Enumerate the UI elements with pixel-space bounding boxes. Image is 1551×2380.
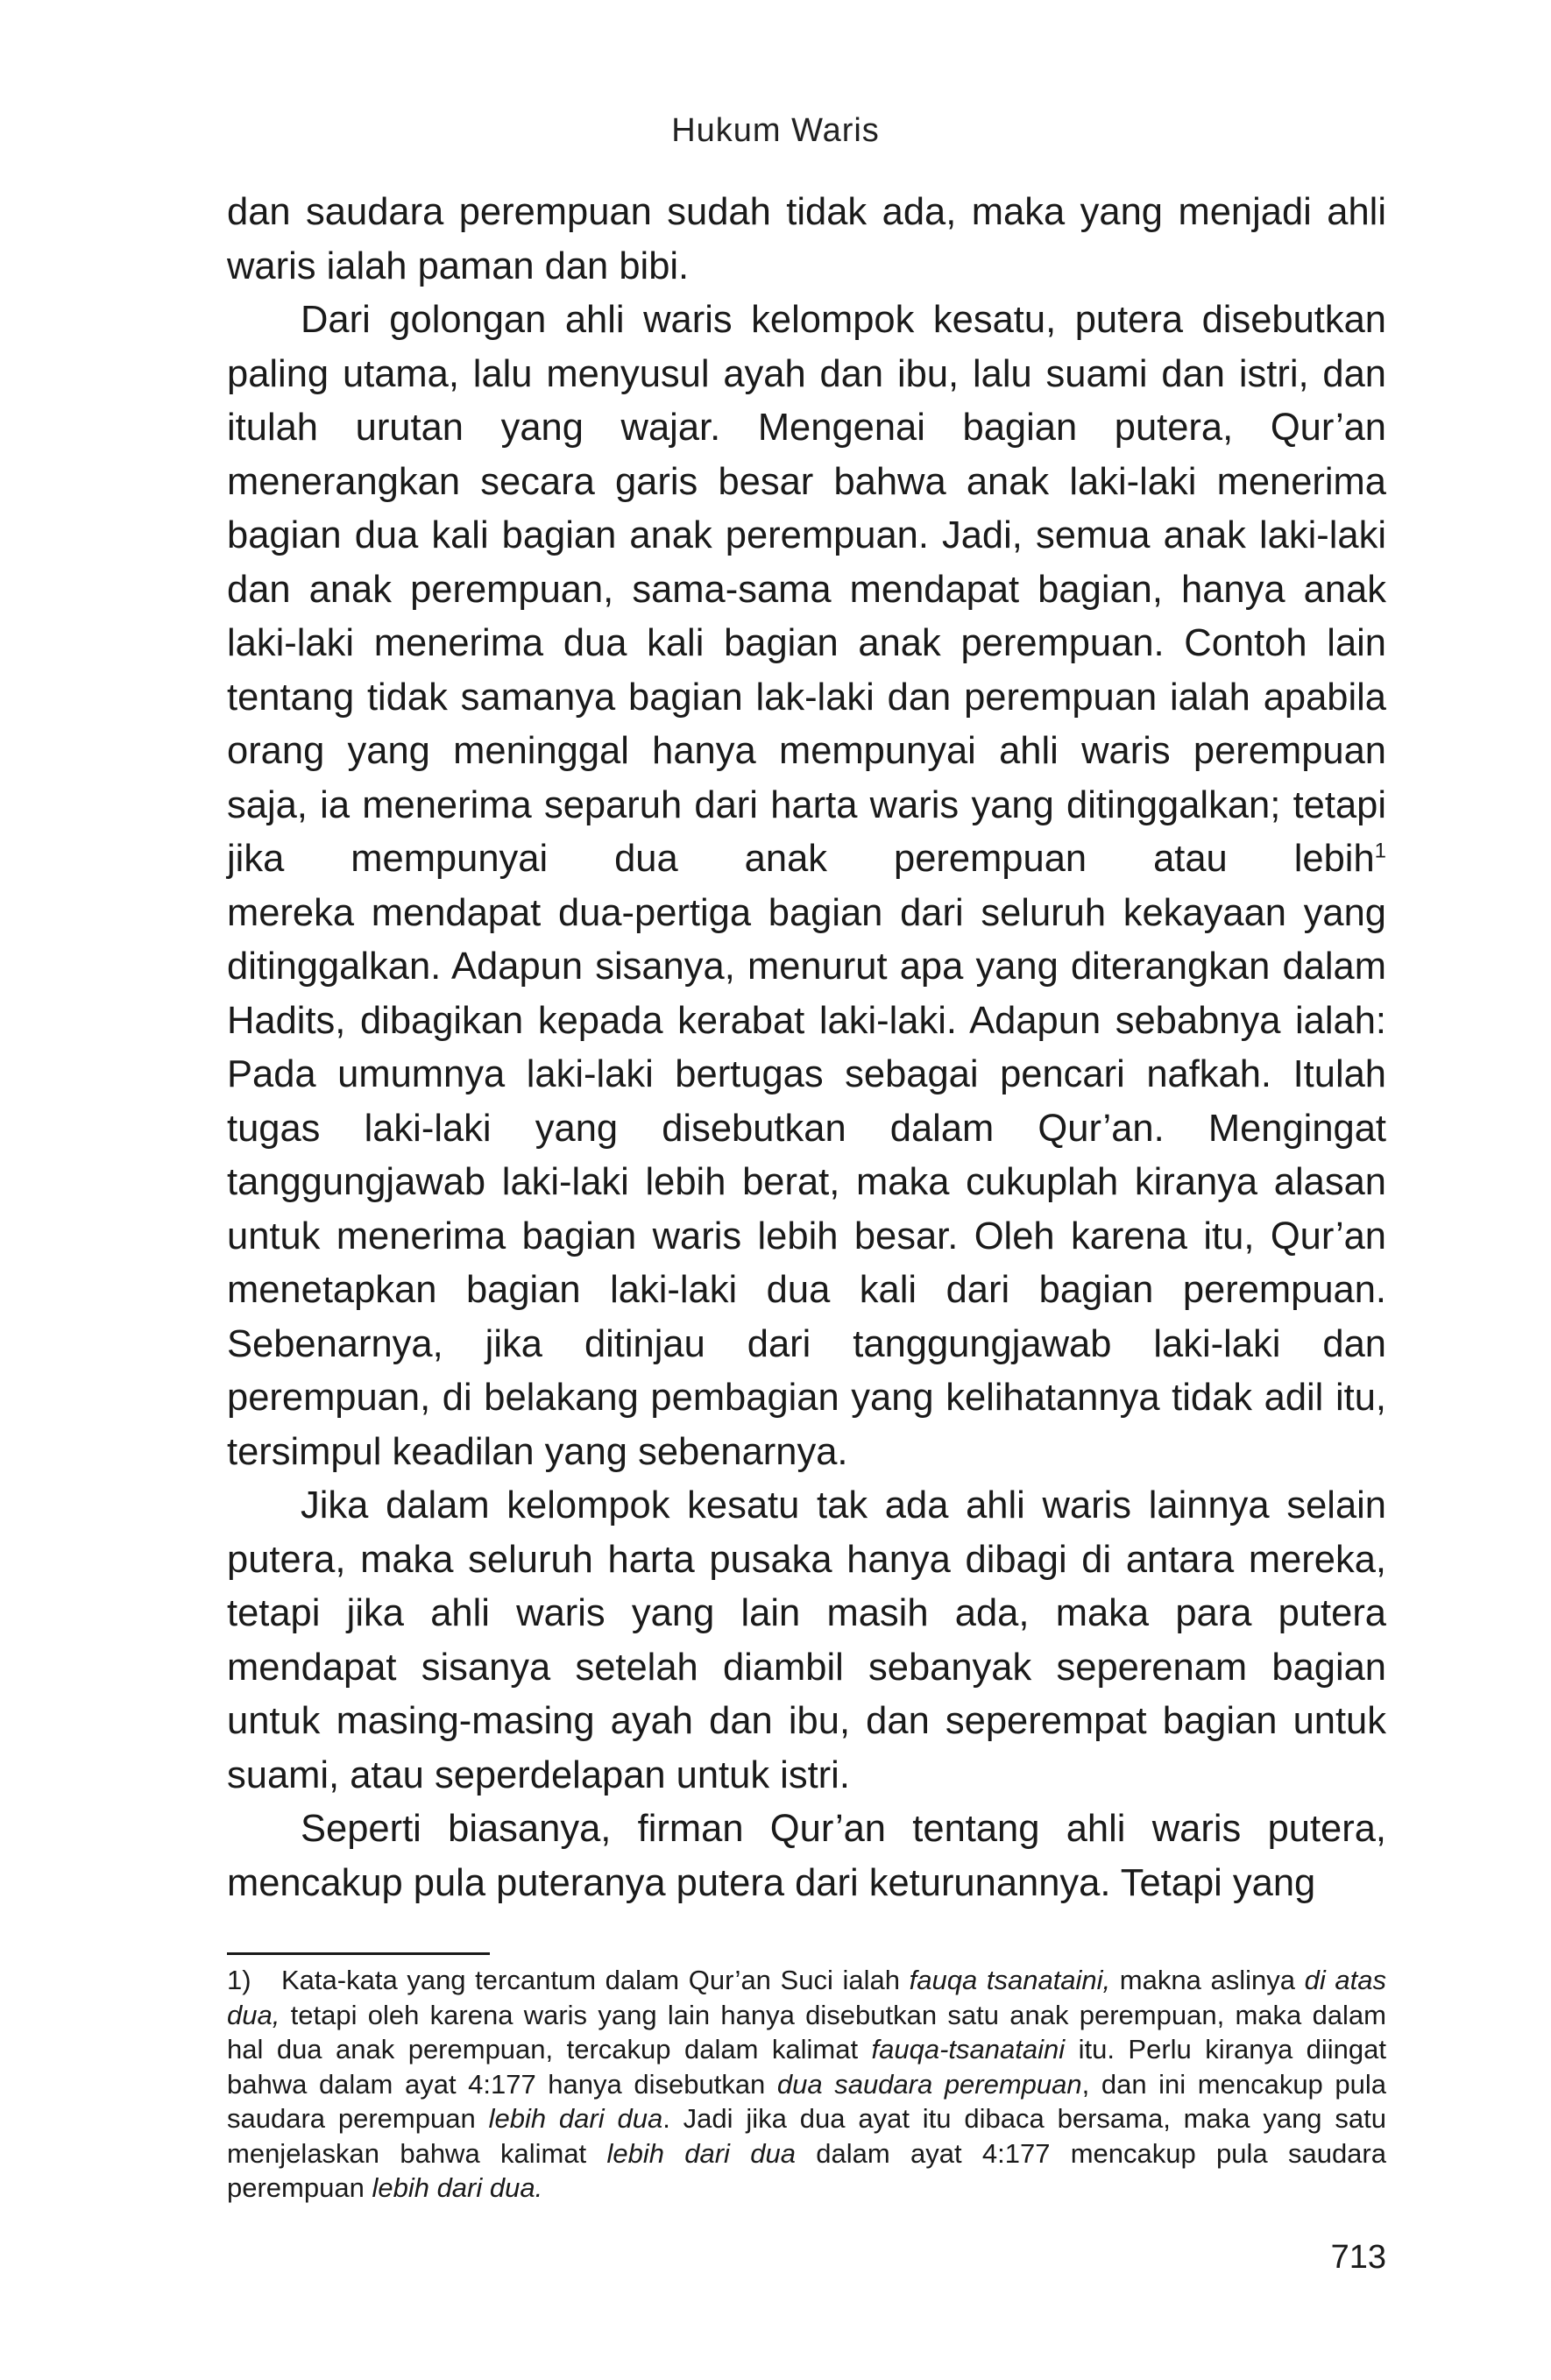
footnote-term-emphasis: lebih dari dua: [488, 2103, 663, 2134]
footnote-text: , dan ini mencakup pula saudara perempuan: [227, 2068, 1386, 2134]
footnote-text: dalam ayat 4:177 mencakup pula saudara perempuan: [227, 2137, 1386, 2203]
footnote-term-emphasis: dua saudara perempuan: [776, 2068, 1082, 2100]
footnote-term-emphasis: lebih dari dua: [606, 2137, 796, 2169]
footnote-term-arabic: fauqa-tsanataini: [871, 2034, 1066, 2065]
page-number: 713: [1330, 2239, 1386, 2276]
paragraph-inheritance-order-continued: mereka mendapat dua-pertiga bagian dari seluruh kekayaan yang ditinggalkan. Adapun sisanya, menurut apa yang diterangkan dalam Hadits, dibagikan kepada kerabat laki-laki. Adapun sebabnya ialah: Pada umumnya laki-laki bertugas sebagai pencari nafkah. Itulah tugas laki-laki yang disebutkan dalam Qur’an. Mengingat tanggungjawab laki-laki lebih berat, maka cukuplah kiranya alasan untuk menerima bagian waris lebih besar. Oleh karena itu, Qur’an menetapkan bagian laki-laki dua kali dari bagian perempuan. Sebenarnya, jika ditinjau dari tanggungjawab laki-laki dan perempuan, di belakang pembagian yang kelihatannya tidak adil itu, tersimpul keadilan yang sebenarnya.: [227, 891, 1386, 1473]
paragraph-continued: dan saudara perempuan sudah tidak ada, maka yang menjadi ahli waris ialah paman dan bibi.: [227, 191, 1386, 287]
footnote-section: [227, 1963, 1386, 2206]
footnote-term-emphasis: lebih dari dua.: [372, 2172, 543, 2203]
footnote-reference[interactable]: 1: [1374, 839, 1386, 863]
paragraph-text: Dari golongan ahli waris kelompok kesatu, putera disebutkan paling utama, lalu menyusul ayah dan ibu, lalu suami dan istri, dan itulah urutan yang wajar. Mengenai bagian putera, Qur’an menerangkan secara garis besar bahwa anak laki-laki menerima bagian dua kali bagian anak perempuan. Jadi, semua anak laki-laki dan anak perempuan, sama-sama mendapat bagian, hanya anak laki-laki menerima dua kali bagian anak perempuan. Contoh lain tentang tidak samanya bagian lak-laki dan perempuan ialah apabila orang yang meninggal hanya mempunyai ahli waris perempuan saja, ia menerima separuh dari harta waris yang ditinggalkan; tetapi jika mempunyai dua anak perempuan atau lebih: [227, 299, 1386, 880]
footnote-term-arabic: fauqa tsanataini,: [909, 1965, 1111, 1995]
footnote-text: tetapi oleh karena waris yang lain hanya disebutkan satu anak perempuan, maka dalam hal dua anak perempuan, tercakup dalam kalimat: [227, 1999, 1386, 2065]
footnote-text: Kata-kata yang tercantum dalam Qur’an Suci ialah: [281, 1965, 910, 1995]
paragraph-grandsons: Seperti biasanya, firman Qur’an tentang ahli waris putera, mencakup pula puteranya putera dari keturunannya. Tetapi yang: [227, 1808, 1386, 1904]
footnote-item: [227, 1963, 1386, 2206]
main-body-text: [227, 186, 1386, 1910]
footnote-separator: [227, 1952, 490, 1955]
paragraph-first-group: Jika dalam kelompok kesatu tak ada ahli waris lainnya selain putera, maka seluruh harta pusaka hanya dibagi di antara mereka, tetapi jika ahli waris yang lain masih ada, maka para putera mendapat sisanya setelah diambil sebanyak seperenam bagian untuk masing-masing ayah dan ibu, dan seperempat bagian untuk suami, atau seperdelapan untuk istri.: [227, 1484, 1386, 1796]
footnote-text: itu. Perlu kiranya diingat bahwa dalam ayat 4:177 hanya disebutkan: [227, 2034, 1386, 2100]
paragraph-inheritance-order: [227, 294, 1386, 887]
footnote-term-meaning: di atas dua,: [227, 1965, 1386, 2030]
running-head-title: Hukum Waris: [671, 112, 880, 149]
footnote-text: . Jadi jika dua ayat itu dibaca bersama, maka yang satu menjelaskan bahwa kalimat: [227, 2103, 1386, 2169]
footnote-number: 1): [227, 1965, 251, 1995]
footnote-text: makna aslinya: [1110, 1965, 1305, 1995]
